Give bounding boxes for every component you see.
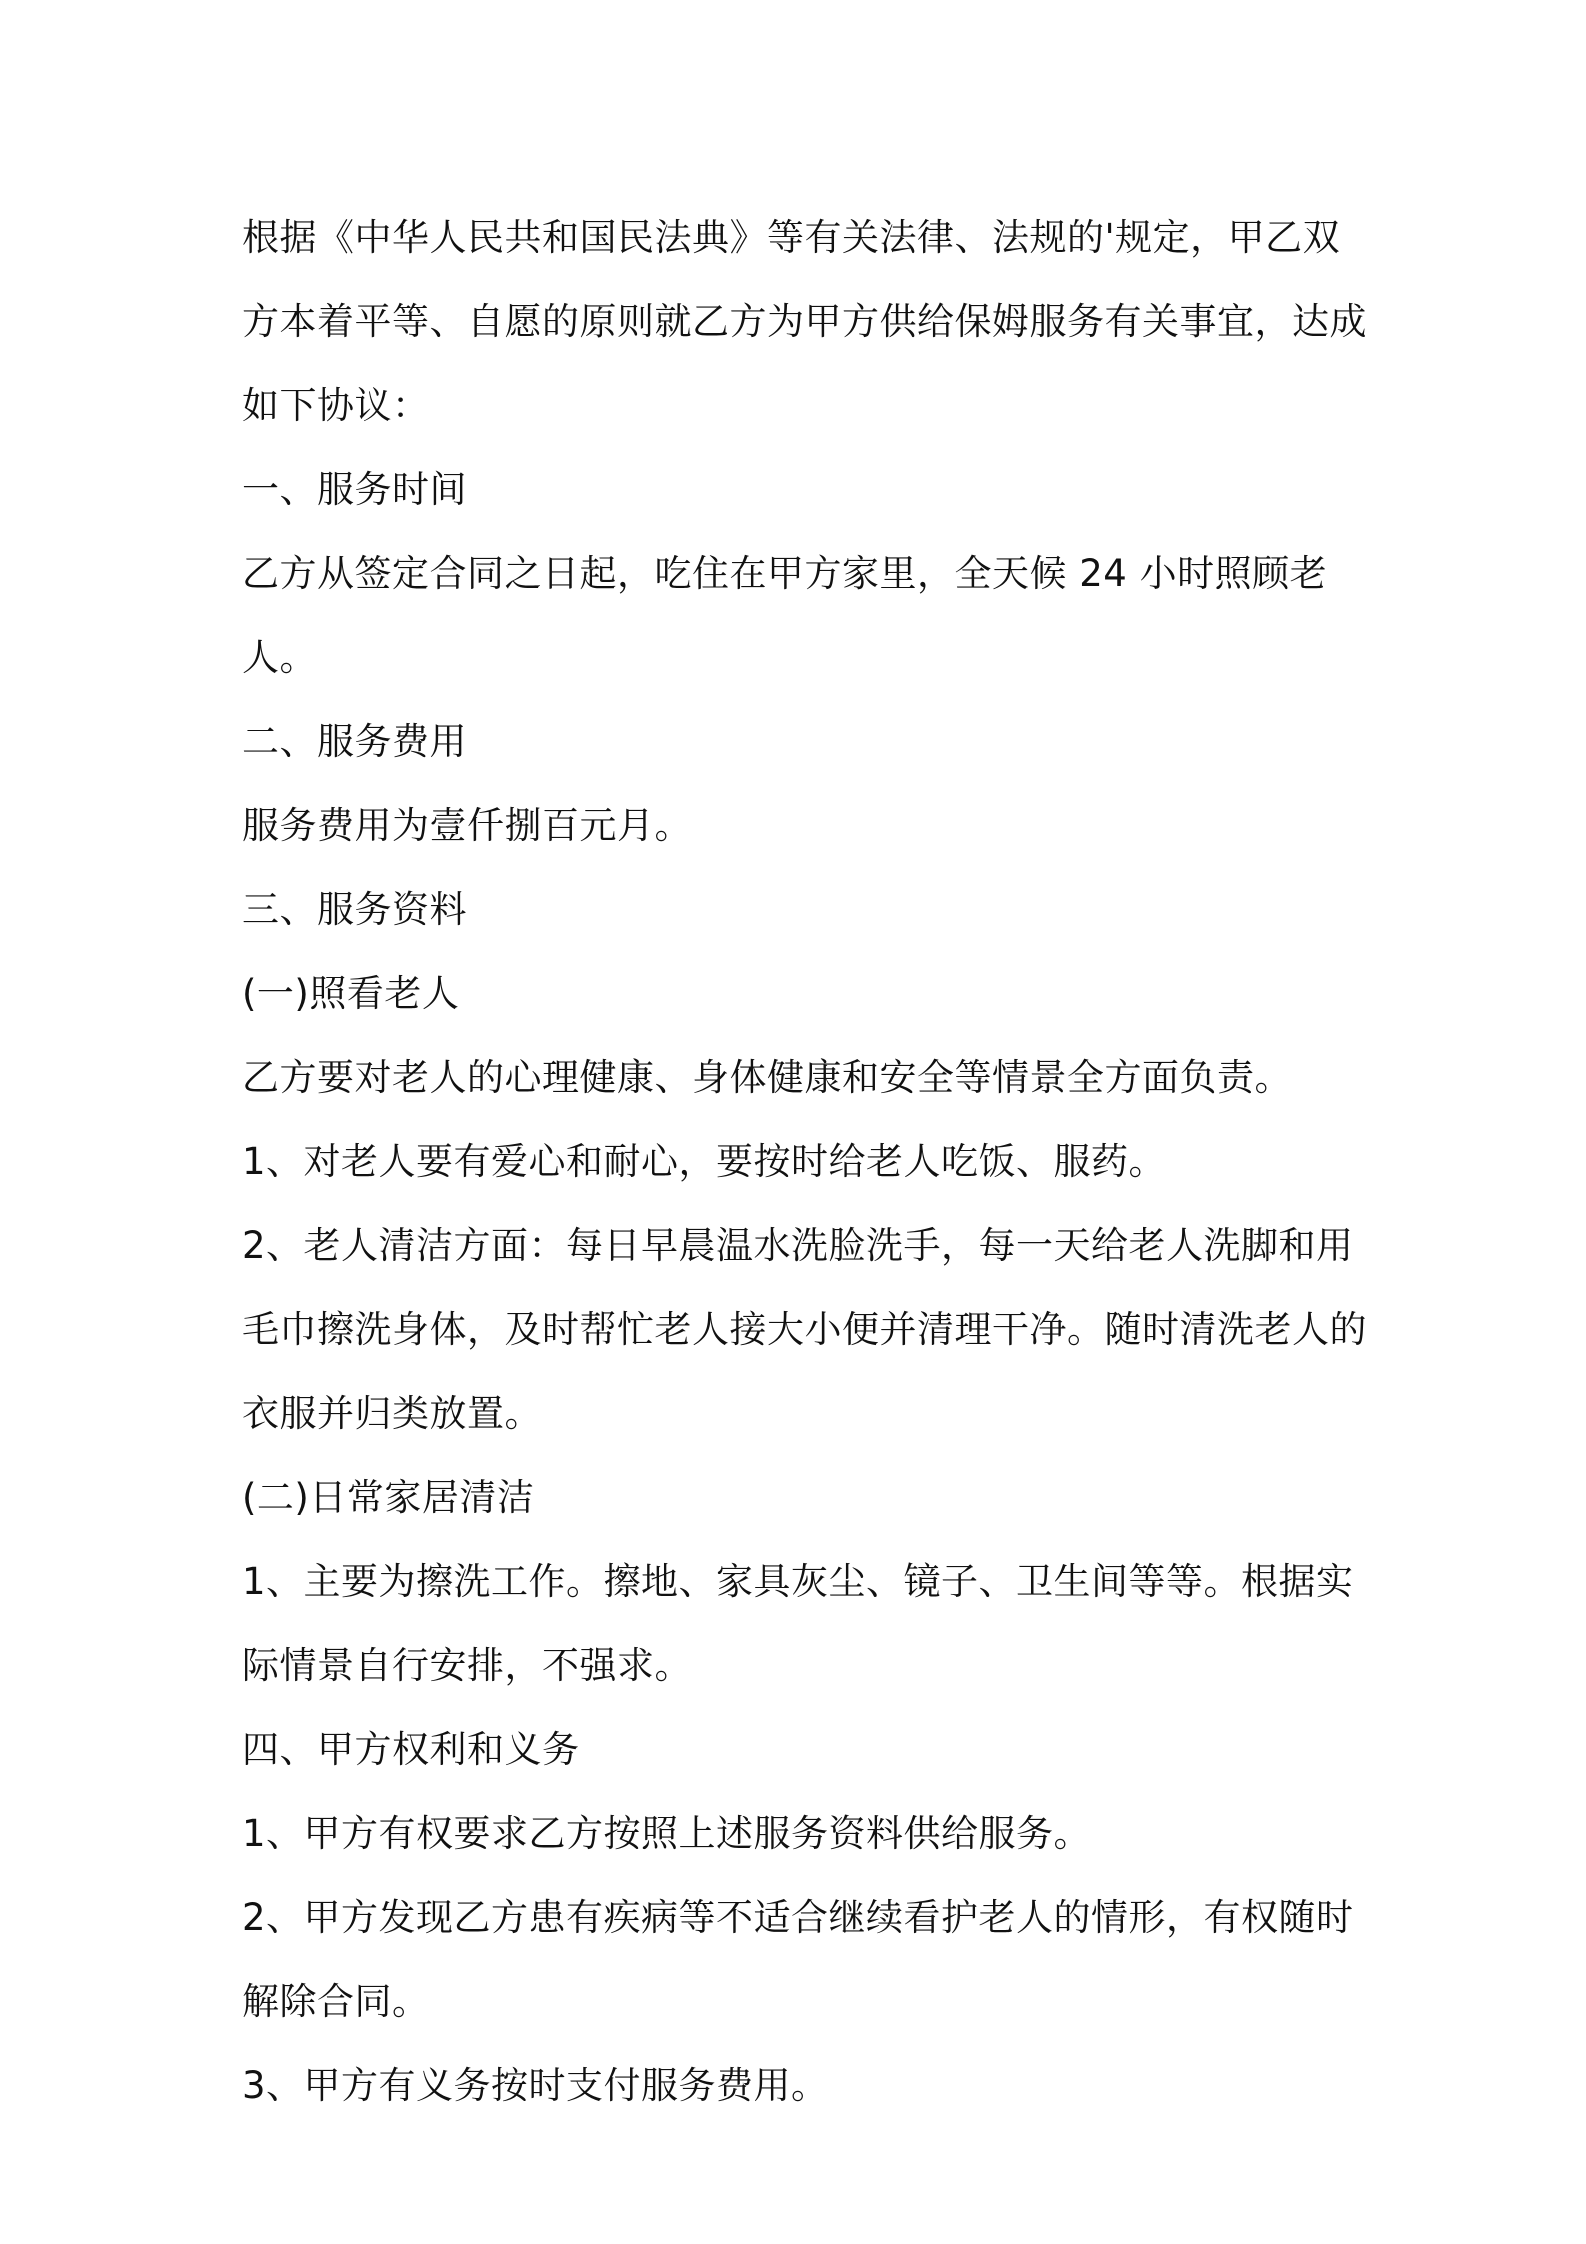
intro-paragraph: 根据《中华人民共和国民法典》等有关法律、法规的'规定，甲乙双方本着平等、自愿的原则就乙方为甲方供给保姆服务有关事宜，达成如下协议： (242, 216, 1367, 427)
party-a-rights-item-1: 1、甲方有权要求乙方按照上述服务资料供给服务。 (242, 1812, 1092, 1855)
party-a-rights-item-3: 3、甲方有义务按时支付服务费用。 (242, 2064, 829, 2107)
section-heading-party-a-rights: 四、甲方权利和义务 (242, 1728, 580, 1771)
subsection-heading-home-cleaning: (二)日常家居清洁 (242, 1476, 535, 1519)
party-a-rights-item-2: 2、甲方发现乙方患有疾病等不适合继续看护老人的情形，有权随时解除合同。 (242, 1896, 1354, 2023)
service-fee-paragraph: 服务费用为壹仟捌百元月。 (242, 804, 692, 847)
section-heading-service-time: 一、服务时间 (242, 468, 467, 511)
elder-care-paragraph: 乙方要对老人的心理健康、身体健康和安全等情景全方面负责。 (242, 1056, 1292, 1099)
home-cleaning-item-1: 1、主要为擦洗工作。擦地、家具灰尘、镜子、卫生间等等。根据实际情景自行安排，不强求。 (242, 1560, 1354, 1687)
elder-care-item-1: 1、对老人要有爱心和耐心，要按时给老人吃饭、服药。 (242, 1140, 1167, 1183)
section-heading-service-fee: 二、服务费用 (242, 720, 467, 763)
service-time-paragraph: 乙方从签定合同之日起，吃住在甲方家里，全天候 24 小时照顾老人。 (242, 552, 1328, 679)
subsection-heading-elder-care: (一)照看老人 (242, 972, 460, 1015)
document-body (242, 196, 1372, 2128)
section-heading-service-content: 三、服务资料 (242, 888, 467, 931)
elder-care-item-2: 2、老人清洁方面：每日早晨温水洗脸洗手，每一天给老人洗脚和用毛巾擦洗身体，及时帮忙老人接大小便并清理干净。随时清洗老人的衣服并归类放置。 (242, 1224, 1367, 1435)
